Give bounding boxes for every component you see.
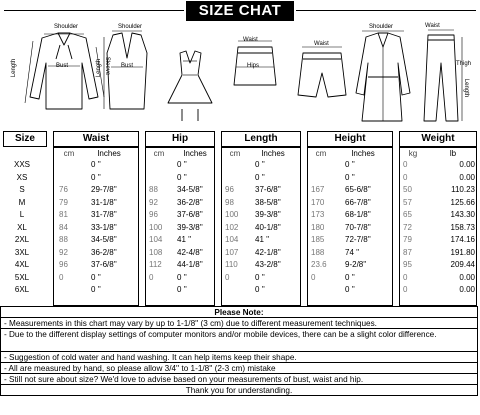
trousers-length-label: Length <box>463 78 470 98</box>
trousers-waist-label: Waist <box>425 23 440 29</box>
metric-unit-label: kg <box>408 149 418 158</box>
metric-value: 112 <box>149 260 162 269</box>
note-item: - All are measured by hand, so please allow 3/4'' to 1-1/8'' (2-3 cm) mistake <box>0 362 478 374</box>
skirt-hips-label: Hips <box>247 63 260 69</box>
imperial-value: 191.80 <box>450 247 475 257</box>
trousers-thigh-label: Thigh <box>456 61 472 67</box>
metric-value: 92 <box>59 247 68 257</box>
imperial-value: 65-6/8'' <box>345 185 371 194</box>
imperial-unit-label: Inches <box>351 149 375 158</box>
imperial-value: 36-2/8'' <box>91 247 117 257</box>
imperial-value: 125.66 <box>450 197 475 207</box>
blouse-bust-label: Bust <box>56 63 69 69</box>
imperial-value: 41 '' <box>255 235 270 244</box>
size-label: 6XL <box>14 285 30 294</box>
metric-unit-label: cm <box>63 149 75 158</box>
metric-value: 84 <box>59 222 68 232</box>
title-rule-left <box>4 10 184 11</box>
metric-value: 79 <box>59 197 68 207</box>
imperial-value: 9-2/8'' <box>345 260 367 269</box>
imperial-value: 0 '' <box>255 160 265 169</box>
metric-value: 0 <box>403 285 408 294</box>
imperial-value: 0 '' <box>345 285 355 294</box>
imperial-value: 0.00 <box>459 160 475 169</box>
imperial-value: 0 '' <box>177 272 187 282</box>
metric-value: 87 <box>403 247 412 257</box>
blouse-length-label: Length <box>11 58 18 78</box>
group-header: Length <box>221 131 301 147</box>
metric-value: 88 <box>149 185 158 194</box>
imperial-value: 74 '' <box>345 247 360 257</box>
metric-value: 57 <box>403 197 412 207</box>
blouse-figure <box>25 33 104 109</box>
imperial-value: 143.30 <box>450 210 475 219</box>
imperial-value: 38-5/8'' <box>255 197 281 207</box>
metric-value: 107 <box>225 247 239 257</box>
imperial-value: 0 '' <box>255 272 265 282</box>
metric-value: 110 <box>225 260 238 269</box>
imperial-value: 0 '' <box>91 285 101 294</box>
imperial-value: 68-1/8'' <box>345 210 371 219</box>
group-header: Waist <box>53 131 139 147</box>
metric-value: 72 <box>403 222 412 232</box>
group-header: Hip <box>145 131 215 147</box>
imperial-value: 37-6/8'' <box>255 185 281 194</box>
metric-value: 102 <box>225 222 239 232</box>
metric-value: 104 <box>149 235 163 244</box>
metric-value: 23.6 <box>311 260 327 269</box>
imperial-value: 66-7/8'' <box>345 197 371 207</box>
metric-value: 96 <box>59 260 68 269</box>
notes-section <box>0 306 480 415</box>
blouse-shoulder-label: Shoulder <box>54 24 79 30</box>
metric-value: 0 <box>225 272 230 282</box>
metric-value: 79 <box>403 235 412 244</box>
size-label: XS <box>16 172 28 182</box>
size-label: S <box>19 185 25 194</box>
imperial-value: 209.44 <box>450 260 475 269</box>
size-label: 3XL <box>14 247 30 257</box>
notes-heading: Please Note: <box>0 306 478 318</box>
metric-unit-label: cm <box>153 149 165 158</box>
metric-value: 173 <box>311 210 325 219</box>
shorts-waist-label: Waist <box>314 41 329 47</box>
imperial-value: 0 '' <box>255 172 265 182</box>
trench-coat-figure <box>356 31 410 121</box>
imperial-value: 33-1/8'' <box>91 222 117 232</box>
metric-unit-label: cm <box>315 149 327 158</box>
imperial-value: 0 '' <box>177 172 187 182</box>
size-label: 4XL <box>14 260 30 269</box>
metric-value: 76 <box>59 185 68 194</box>
imperial-value: 0 '' <box>345 172 355 182</box>
imperial-value: 0 '' <box>91 272 101 282</box>
vest-bust-label: Bust <box>121 63 134 69</box>
note-item: - Still not sure about size? We'd love to advise based on your measurements of bust, waist and hip. <box>0 373 478 385</box>
metric-value: 188 <box>311 247 325 257</box>
imperial-value: 0 '' <box>345 160 355 169</box>
metric-value: 98 <box>225 197 234 207</box>
imperial-value: 44-1/8'' <box>177 260 203 269</box>
imperial-unit-label: Inches <box>261 149 285 158</box>
shorts-figure <box>298 47 346 97</box>
metric-value: 100 <box>225 210 239 219</box>
size-table <box>3 131 477 306</box>
imperial-unit-label: Inches <box>183 149 207 158</box>
metric-value: 0 <box>403 272 408 282</box>
title-bar <box>0 0 480 22</box>
imperial-value: 0 '' <box>177 285 187 294</box>
metric-value: 81 <box>59 210 68 219</box>
imperial-value: 39-3/8'' <box>177 222 203 232</box>
metric-value: 0 <box>403 172 408 182</box>
note-item: - Measurements in this chart may vary by up to 1-1/8'' (3 cm) due to different measurement techniques. <box>0 317 478 329</box>
imperial-value: 43-2/8'' <box>255 260 281 269</box>
size-label: XXS <box>13 160 30 169</box>
metric-value: 170 <box>311 197 325 207</box>
group-header: Height <box>307 131 393 147</box>
metric-value: 92 <box>149 197 158 207</box>
imperial-value: 41 '' <box>177 235 192 244</box>
metric-value: 0 <box>403 160 408 169</box>
metric-value: 180 <box>311 222 325 232</box>
vest-length-label: Length <box>96 58 103 78</box>
imperial-value: 31-1/8'' <box>91 197 117 207</box>
imperial-value: 31-7/8'' <box>91 210 117 219</box>
blouse-sleeve-label: Sleeve <box>104 56 111 76</box>
metric-value: 104 <box>225 235 239 244</box>
imperial-value: 37-6/8'' <box>91 260 117 269</box>
imperial-value: 0 '' <box>255 285 265 294</box>
vest-shoulder-label: Shoulder <box>118 24 143 30</box>
imperial-value: 110.23 <box>451 185 475 194</box>
garment-figures <box>0 23 480 130</box>
group-header: Weight <box>399 131 477 147</box>
metric-value: 65 <box>403 210 412 219</box>
title-rule-right <box>296 10 476 11</box>
imperial-value: 0 '' <box>177 160 187 169</box>
metric-value: 0 <box>59 272 64 282</box>
coat-shoulder-label: Shoulder <box>369 24 394 30</box>
size-label: L <box>19 210 25 219</box>
metric-value: 0 <box>311 272 316 282</box>
metric-value: 167 <box>311 185 325 194</box>
imperial-value: 42-4/8'' <box>177 247 203 257</box>
metric-value: 95 <box>403 260 412 269</box>
imperial-value: 34-5/8'' <box>177 185 203 194</box>
metric-value: 50 <box>403 185 412 194</box>
skirt-waist-label: Waist <box>243 37 258 43</box>
imperial-value: 72-7/8'' <box>345 235 371 244</box>
imperial-value: 70-7/8'' <box>345 222 371 232</box>
size-label: 2XL <box>14 235 30 244</box>
size-label: M <box>18 197 26 207</box>
size-label: 5XL <box>14 272 30 282</box>
metric-value: 0 <box>149 272 154 282</box>
imperial-value: 0.00 <box>459 272 475 282</box>
metric-value: 185 <box>311 235 325 244</box>
imperial-value: 37-6/8'' <box>177 210 203 219</box>
metric-value: 100 <box>149 222 163 232</box>
imperial-value: 40-1/8'' <box>255 222 281 232</box>
size-column-header: Size <box>3 131 47 147</box>
dress-figure <box>168 51 212 121</box>
imperial-value: 0 '' <box>91 172 101 182</box>
imperial-value: 0.00 <box>459 285 475 294</box>
imperial-unit-label: Inches <box>97 149 121 158</box>
imperial-value: 42-1/8'' <box>255 247 281 257</box>
trousers-figure <box>424 30 462 121</box>
imperial-value: 0 '' <box>345 272 355 282</box>
metric-value: 96 <box>149 210 158 219</box>
note-item: - Suggestion of cold water and hand washing. It can help items keep their shape. <box>0 351 478 363</box>
metric-unit-label: cm <box>229 149 241 158</box>
metric-value: 108 <box>149 247 163 257</box>
imperial-value: 0 '' <box>91 160 101 169</box>
imperial-unit-label: lb <box>449 149 457 158</box>
imperial-value: 34-5/8'' <box>91 235 117 244</box>
imperial-value: 39-3/8'' <box>255 210 281 219</box>
vest-figure <box>104 31 147 109</box>
metric-value: 88 <box>59 235 68 244</box>
note-item: - Due to the different display settings of computer monitors and/or mobile devices, there can be a slight color difference. <box>0 328 478 352</box>
imperial-value: 0.00 <box>459 172 475 182</box>
size-label: XL <box>17 222 27 232</box>
page-title: SIZE CHAT <box>186 1 294 21</box>
imperial-value: 174.16 <box>450 235 475 244</box>
imperial-value: 36-2/8'' <box>177 197 203 207</box>
notes-footer: Thank you for understanding. <box>0 384 478 396</box>
imperial-value: 29-7/8'' <box>91 185 117 194</box>
garment-illustrations <box>0 23 480 130</box>
metric-value: 96 <box>225 185 234 194</box>
imperial-value: 158.73 <box>450 222 475 232</box>
